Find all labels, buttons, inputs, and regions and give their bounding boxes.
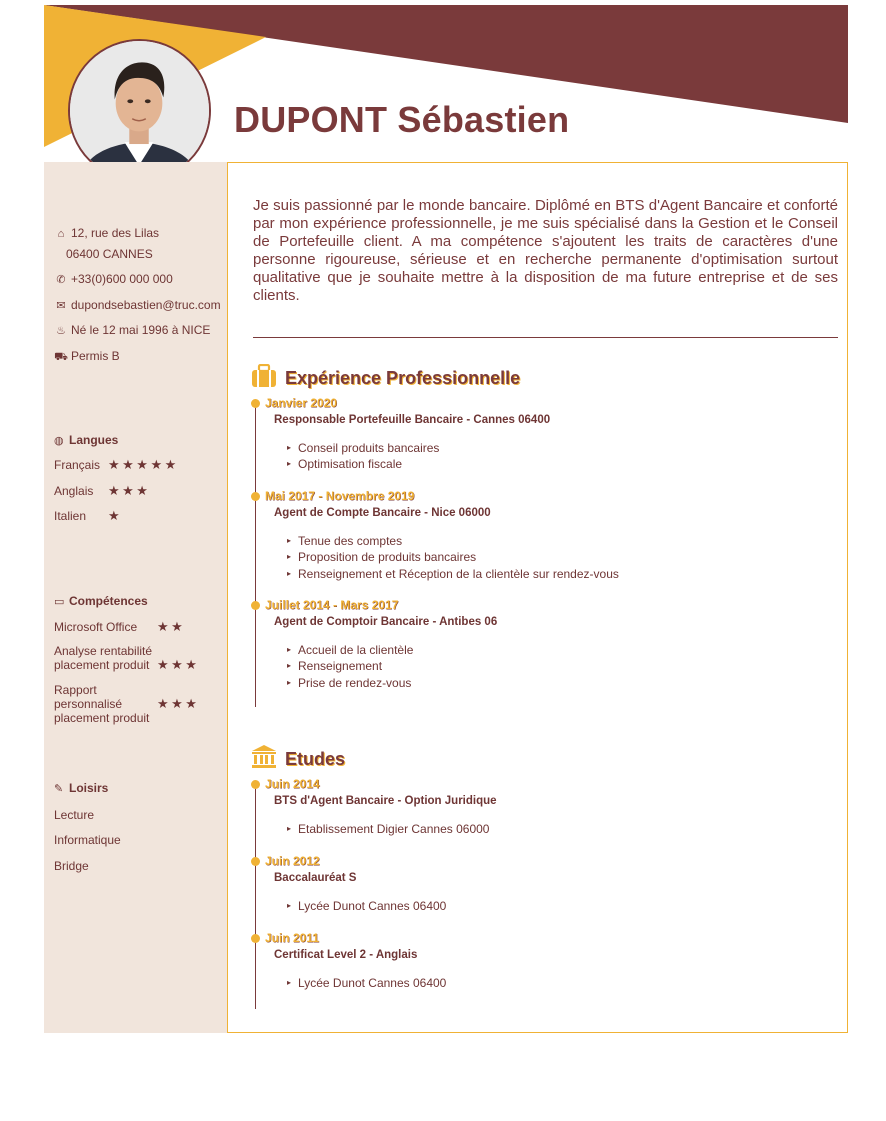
- address-line-1: ⌂ 12, rue des Lilas: [54, 226, 159, 240]
- experience-task: ▸ Proposition de produits bancaires: [287, 550, 476, 564]
- education-date: Juin 2011: [265, 931, 320, 945]
- education-school: ▸ Lycée Dunot Cannes 06400: [287, 899, 446, 913]
- timeline-dot: [251, 601, 260, 610]
- rating-stars: ★★★: [157, 696, 200, 711]
- driving-license: ⛟ Permis B: [54, 349, 120, 363]
- hobby-item: Lecture: [54, 808, 95, 822]
- experience-task: ▸ Renseignement: [287, 659, 382, 673]
- paperclip-icon: ✎: [54, 783, 64, 795]
- experience-timeline: [255, 401, 256, 707]
- profile-photo: [68, 39, 211, 182]
- experience-title: Expérience Professionnelle: [285, 368, 521, 388]
- experience-task: ▸ Conseil produits bancaires: [287, 441, 439, 455]
- skill-item: Analyse rentabilité placement produit: [54, 644, 153, 672]
- timeline-dot: [251, 492, 260, 501]
- experience-date: Janvier 2020: [265, 396, 338, 410]
- rating-stars: ★★★★★: [108, 457, 179, 472]
- timeline-dot: [251, 857, 260, 866]
- experience-date: Mai 2017 - Novembre 2019: [265, 489, 415, 503]
- skill-item: Rapport personnalisé placement produit: [54, 683, 150, 725]
- hobbies-title: ✎ Loisirs: [54, 781, 109, 795]
- timeline-dot: [251, 780, 260, 789]
- rating-stars: ★★★: [157, 657, 200, 672]
- timeline-dot: [251, 399, 260, 408]
- phone: ✆ +33(0)600 000 000: [54, 272, 173, 286]
- education-timeline: [255, 783, 256, 1009]
- briefcase-icon: [251, 364, 277, 388]
- bank-building-icon: [251, 745, 277, 769]
- education-degree: Certificat Level 2 - Anglais: [274, 949, 418, 961]
- rating-stars: ★★: [157, 619, 186, 634]
- rating-stars: ★★★: [108, 483, 151, 498]
- address-line-2: 06400 CANNES: [66, 247, 153, 261]
- language-item: Italien: [54, 509, 87, 523]
- hobby-item: Informatique: [54, 833, 121, 847]
- home-icon: ⌂: [57, 228, 65, 240]
- birth-info: ♨ Né le 12 mai 1996 à NICE: [54, 323, 210, 337]
- experience-task: ▸ Accueil de la clientèle: [287, 643, 413, 657]
- globe-icon: ◍: [54, 435, 64, 447]
- languages-title: ◍ Langues: [54, 433, 119, 447]
- resume-page: [44, 5, 848, 1033]
- experience-role: Agent de Comptoir Bancaire - Antibes 06: [274, 616, 498, 628]
- timeline-dot: [251, 934, 260, 943]
- birthday-cake-icon: ♨: [56, 325, 66, 337]
- rating-stars: ★: [108, 508, 123, 523]
- education-title: Etudes: [285, 749, 346, 769]
- education-school: ▸ Lycée Dunot Cannes 06400: [287, 976, 446, 990]
- experience-task: ▸ Optimisation fiscale: [287, 457, 402, 471]
- experience-task: ▸ Tenue des comptes: [287, 534, 402, 548]
- education-degree: Baccalauréat S: [274, 872, 357, 884]
- skills-title: ▭ Compétences: [54, 594, 148, 608]
- skill-item: Microsoft Office: [54, 620, 138, 634]
- experience-task: ▸ Prise de rendez-vous: [287, 676, 411, 690]
- candidate-name: DUPONT Sébastien: [234, 99, 570, 140]
- profile-summary: Je suis passionné par le monde bancaire. Diplômé en BTS d'Agent Bancaire et conforté par mon expérience professionnelle, je me suis spécialisé dans la Gestion et le Conseil de Portefeuille client. A ma compétence s'ajoutent les traits de caractères d'une personne rigoureuse, sérieuse et en recherche permanente d'optimisation surtout qualitative que je souhaite mettre à la disposition de ma future entreprise et de ses clients.: [253, 197, 838, 304]
- divider: [253, 337, 838, 338]
- car-icon: ⛟: [54, 351, 68, 363]
- envelope-icon: ✉: [56, 300, 66, 312]
- experience-role: Agent de Compte Bancaire - Nice 06000: [274, 507, 491, 519]
- language-item: Français: [54, 458, 101, 472]
- sidebar: [44, 162, 228, 1033]
- main-panel: [227, 162, 848, 1033]
- education-date: Juin 2014: [265, 777, 320, 791]
- hobby-item: Bridge: [54, 859, 89, 873]
- phone-icon: ✆: [56, 274, 66, 286]
- experience-date: Juillet 2014 - Mars 2017: [265, 598, 399, 612]
- education-date: Juin 2012: [265, 854, 320, 868]
- education-degree: BTS d'Agent Bancaire - Option Juridique: [274, 795, 497, 807]
- email: ✉ dupondsebastien@truc.com: [54, 298, 221, 312]
- monitor-icon: ▭: [54, 596, 65, 608]
- education-school: ▸ Etablissement Digier Cannes 06000: [287, 822, 489, 836]
- experience-role: Responsable Portefeuille Bancaire - Cannes 06400: [274, 414, 551, 426]
- experience-task: ▸ Renseignement et Réception de la clientèle sur rendez-vous: [287, 567, 619, 581]
- language-item: Anglais: [54, 484, 94, 498]
